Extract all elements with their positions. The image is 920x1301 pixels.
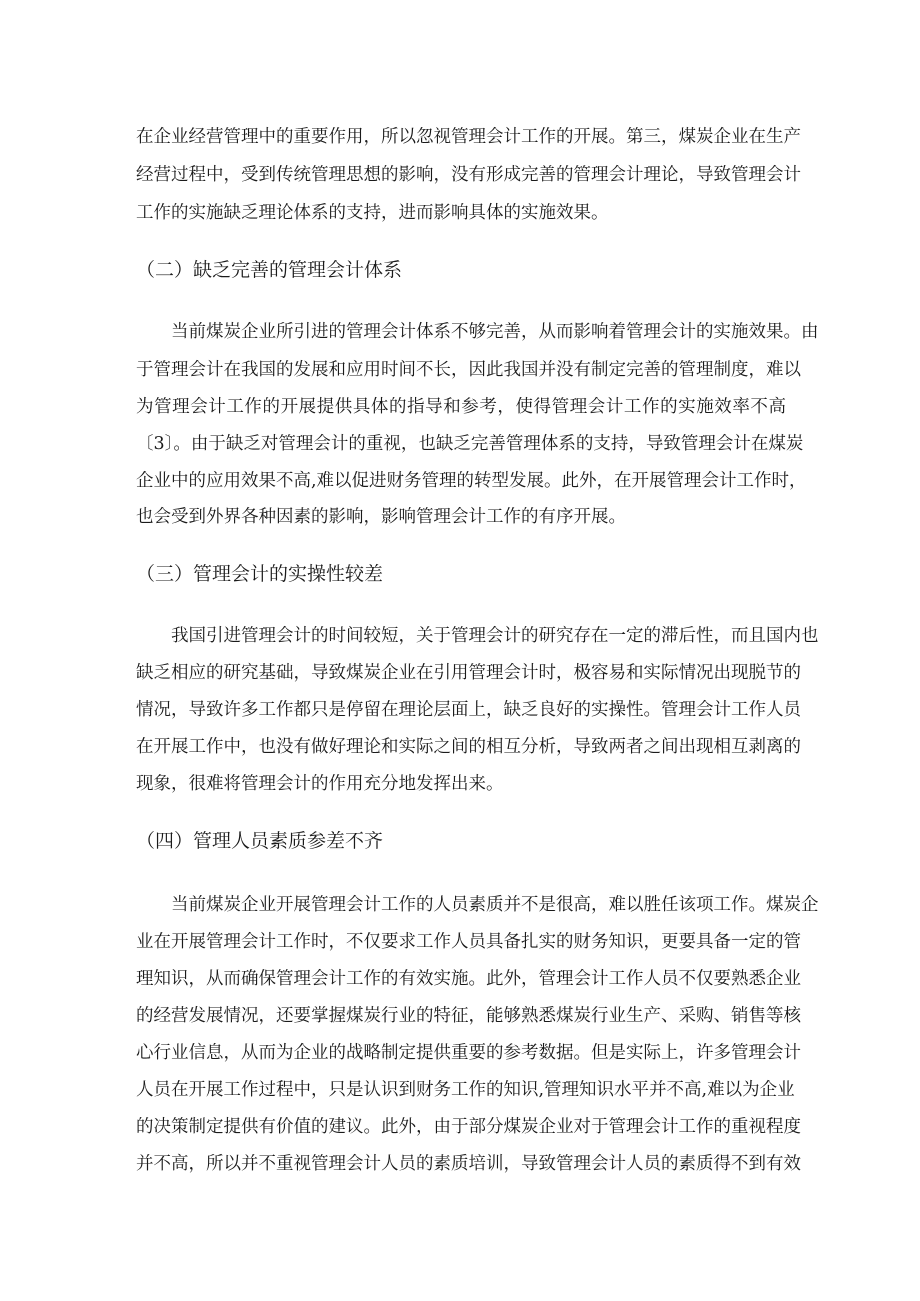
- paragraph-line: 于管理会计在我国的发展和应用时间不长，因此我国并没有制定完善的管理制度，难以: [136, 360, 801, 380]
- paragraph-line: 并不高，所以并不重视管理会计人员的素质培训，导致管理会计人员的素质得不到有效: [136, 1154, 801, 1174]
- paragraph-line: 在开展工作中，也没有做好理论和实际之间的相互分析，导致两者之间出现相互剥离的: [136, 737, 801, 757]
- paragraph-line: 情况，导致许多工作都只是停留在理论层面上，缺乏良好的实操性。管理会计工作人员: [136, 700, 801, 720]
- section-heading: （四）管理人员素质参差不齐: [136, 830, 384, 852]
- paragraph-line: 心行业信息，从而为企业的战略制定提供重要的参考数据。但是实际上，许多管理会计: [136, 1043, 801, 1063]
- section-heading: （二）缺乏完善的管理会计体系: [136, 259, 403, 281]
- paragraph-line: 的决策制定提供有价值的建议。此外，由于部分煤炭企业对于管理会计工作的重视程度: [136, 1117, 801, 1137]
- paragraph-line: 人员在开展工作过程中，只是认识到财务工作的知识,管理知识水平并不高,难以为企业: [136, 1080, 795, 1100]
- paragraph-line: 企业中的应用效果不高,难以促进财务管理的转型发展。此外，在开展管理会计工作时，: [136, 471, 807, 491]
- paragraph-line: 现象，很难将管理会计的作用充分地发挥出来。: [136, 774, 504, 794]
- paragraph-line: 业在开展管理会计工作时，不仅要求工作人员具备扎实的财务知识，更要具备一定的管: [136, 932, 801, 952]
- paragraph-line: 经营过程中，受到传统管理思想的影响，没有形成完善的管理会计理论，导致管理会计: [136, 165, 801, 185]
- paragraph-line: 为管理会计工作的开展提供具体的指导和参考，使得管理会计工作的实施效率不高: [136, 397, 786, 417]
- paragraph-line: 缺乏相应的研究基础，导致煤炭企业在引用管理会计时，极容易和实际情况出现脱节的: [136, 663, 801, 683]
- paragraph-line: 我国引进管理会计的时间较短，关于管理会计的研究存在一定的滞后性，而且国内也: [171, 626, 819, 646]
- paragraph-line: 的经营发展情况，还要掌握煤炭行业的特征，能够熟悉煤炭行业生产、采购、销售等核: [136, 1006, 801, 1026]
- paragraph-line: 理知识，从而确保管理会计工作的有效实施。此外，管理会计工作人员不仅要熟悉企业: [136, 969, 801, 989]
- paragraph-line: 〔3〕。由于缺乏对管理会计的重视，也缺乏完善管理体系的支持，导致管理会计在煤炭: [136, 434, 804, 454]
- paragraph-line: 当前煤炭企业所引进的管理会计体系不够完善，从而影响着管理会计的实施效果。由: [171, 322, 819, 342]
- paragraph-line: 也会受到外界各种因素的影响，影响管理会计工作的有序开展。: [136, 507, 626, 527]
- paragraph-line: 当前煤炭企业开展管理会计工作的人员素质并不是很高，难以胜任该项工作。煤炭企: [171, 895, 819, 915]
- paragraph-line: 工作的实施缺乏理论体系的支持，进而影响具体的实施效果。: [136, 203, 609, 223]
- section-heading: （三）管理会计的实操性较差: [136, 563, 384, 585]
- paragraph-line: 在企业经营管理中的重要作用，所以忽视管理会计工作的开展。第三，煤炭企业在生产: [136, 127, 801, 147]
